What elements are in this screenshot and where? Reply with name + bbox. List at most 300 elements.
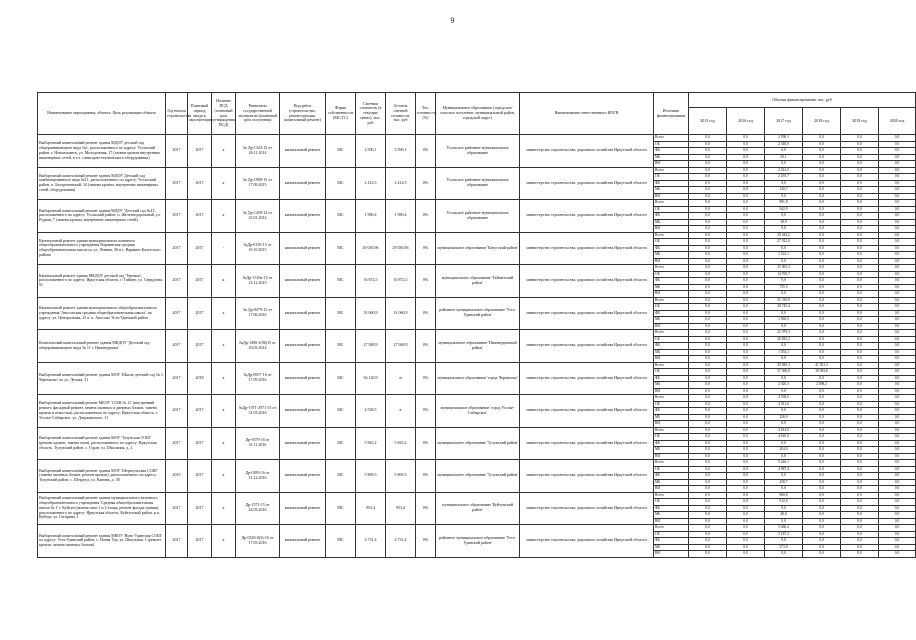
funding-value: 0,0 bbox=[727, 551, 765, 558]
estimated-cost: 16 872,5 bbox=[356, 265, 386, 298]
funding-source: Всего bbox=[654, 232, 689, 239]
funding-source: ВИ bbox=[654, 258, 689, 265]
funding-value: 960,6 bbox=[765, 492, 803, 499]
funding-value: 0,0 bbox=[841, 278, 879, 285]
funding-source: ФБ bbox=[654, 343, 689, 350]
funding-source: ФБ bbox=[654, 148, 689, 155]
funding-value: 0,0 bbox=[689, 271, 727, 278]
readiness: 0% bbox=[416, 265, 436, 298]
table-row bbox=[38, 167, 916, 174]
funding-value: 0,0 bbox=[765, 408, 803, 415]
expertise-details: № Др-1324-15 от 26.11.2014 bbox=[236, 135, 280, 168]
funding-source: МБ bbox=[654, 414, 689, 421]
funding-value: 0,0 bbox=[841, 388, 879, 395]
expertise-details: №Др-1971-2971-15 от 31.03.2016 bbox=[236, 395, 280, 428]
funding-source: МБ bbox=[654, 447, 689, 454]
funding-value: 0,0 bbox=[803, 421, 841, 428]
funding-value: 0,0 bbox=[841, 395, 879, 402]
municipality: муниципальное образование 'Тайшетский район' bbox=[436, 265, 520, 298]
header-expertise: Реквизиты государственной экспертизы (плановый срок получения) bbox=[236, 93, 280, 135]
funding-value: 0,0 bbox=[841, 141, 879, 148]
funding-value: 21 979,3 bbox=[765, 330, 803, 337]
header-year: 2016 год bbox=[727, 108, 765, 135]
readiness: 0% bbox=[416, 167, 436, 200]
remaining-cost: 1 980,4 bbox=[386, 200, 416, 233]
funding-value: 0,0 bbox=[727, 473, 765, 480]
header-year: 2018 год bbox=[803, 108, 841, 135]
funding-value: 50,1 bbox=[765, 154, 803, 161]
municipality: муниципальное образование 'Куйтунский район' bbox=[436, 492, 520, 525]
funding-source: Всего bbox=[654, 460, 689, 467]
funding-value: 0,0 bbox=[689, 453, 727, 460]
funding-value: 0,0 bbox=[803, 336, 841, 343]
commission-period: 2017 bbox=[188, 297, 212, 330]
funding-value: 0,0 bbox=[879, 265, 916, 272]
work-type: капитальный ремонт bbox=[280, 427, 326, 460]
funding-value: 0,0 bbox=[689, 531, 727, 538]
funding-value: 0,0 bbox=[879, 427, 916, 434]
funding-value: 0,0 bbox=[689, 226, 727, 233]
psd-status: к bbox=[212, 460, 236, 493]
funding-source: ВИ bbox=[654, 193, 689, 200]
funding-value: 0,0 bbox=[689, 525, 727, 532]
funding-value: 0,0 bbox=[879, 167, 916, 174]
funding-value: 0,0 bbox=[765, 148, 803, 155]
funding-source: ФБ bbox=[654, 180, 689, 187]
funding-value: 0,0 bbox=[879, 447, 916, 454]
estimated-cost: 31 060,9 bbox=[356, 297, 386, 330]
funding-value: 0,0 bbox=[689, 460, 727, 467]
funding-value: 0,0 bbox=[803, 271, 841, 278]
funding-value: 0,0 bbox=[841, 375, 879, 382]
funding-value: 0,0 bbox=[727, 525, 765, 532]
estimated-cost: 94 120,9 bbox=[356, 362, 386, 395]
funding-source: МБ bbox=[654, 544, 689, 551]
funding-value: 0,0 bbox=[765, 323, 803, 330]
funding-value: 0,0 bbox=[727, 317, 765, 324]
municipality: Усольское районное муниципальное образование bbox=[436, 200, 520, 233]
object-name: Выборочный капитальный ремонт здания МДОУ Детский сад комбинированного вида №11, расположенного по адресу: Усольский район, п. Белореченский, 34 (замена кровли, внутренних инженерных сетей, оборудования) bbox=[38, 167, 166, 200]
funding-value: 0,0 bbox=[841, 382, 879, 389]
funding-value: 0,0 bbox=[841, 265, 879, 272]
readiness: 0% bbox=[416, 135, 436, 168]
remaining-cost: 953,4 bbox=[386, 492, 416, 525]
funding-value: 0,0 bbox=[879, 317, 916, 324]
funding-value: 0,0 bbox=[727, 135, 765, 142]
funding-value: 0,0 bbox=[879, 219, 916, 226]
expertise-details: Др-0379-16 от 31.11.2016 bbox=[236, 427, 280, 460]
funding-value: 0,0 bbox=[727, 421, 765, 428]
readiness: 0% bbox=[416, 330, 436, 363]
funding-value: 0,0 bbox=[841, 414, 879, 421]
funding-value: 0,0 bbox=[803, 193, 841, 200]
funding-value: 0,0 bbox=[727, 323, 765, 330]
funding-value: 1 054,1 bbox=[765, 349, 803, 356]
estimated-cost: 2 590,1 bbox=[356, 135, 386, 168]
funding-value: 0,0 bbox=[689, 356, 727, 363]
funding-source: Всего bbox=[654, 492, 689, 499]
funding-value: 0,0 bbox=[727, 414, 765, 421]
remaining-cost: 5 843,2 bbox=[386, 427, 416, 460]
funding-value: 0,0 bbox=[727, 395, 765, 402]
funding-value: 0,0 bbox=[841, 219, 879, 226]
ownership: МС bbox=[326, 330, 356, 363]
readiness: 0% bbox=[416, 395, 436, 428]
table-header bbox=[38, 93, 916, 135]
start-year: 2017 bbox=[166, 427, 188, 460]
funding-value: 15 505,3 bbox=[765, 265, 803, 272]
funding-source: ФБ bbox=[654, 505, 689, 512]
funding-value: 0,0 bbox=[689, 206, 727, 213]
funding-value: 0,0 bbox=[879, 206, 916, 213]
funding-value: 0,0 bbox=[841, 245, 879, 252]
commission-period: 2017 bbox=[188, 232, 212, 265]
funding-value: 0,0 bbox=[841, 193, 879, 200]
funding-value: 0,0 bbox=[727, 401, 765, 408]
funding-value: 0,0 bbox=[879, 388, 916, 395]
remaining-cost: 31 060,9 bbox=[386, 297, 416, 330]
funding-value: 0,0 bbox=[803, 226, 841, 233]
funding-value: 0,0 bbox=[803, 492, 841, 499]
funding-source: ВИ bbox=[654, 518, 689, 525]
funding-value: 0,0 bbox=[841, 297, 879, 304]
funding-value: 0,0 bbox=[689, 538, 727, 545]
funding-value: 0,0 bbox=[765, 518, 803, 525]
funding-table bbox=[37, 92, 916, 558]
ownership: МС bbox=[326, 297, 356, 330]
funding-value: 0,0 bbox=[727, 388, 765, 395]
funding-value: 0,0 bbox=[803, 330, 841, 337]
funding-value: 0,0 bbox=[727, 512, 765, 519]
readiness: 0% bbox=[416, 362, 436, 395]
readiness: 0% bbox=[416, 427, 436, 460]
funding-value: 0,0 bbox=[765, 258, 803, 265]
funding-value: 0,0 bbox=[841, 453, 879, 460]
funding-value: 0,0 bbox=[879, 258, 916, 265]
psd-status: к bbox=[212, 200, 236, 233]
funding-value: 0,0 bbox=[727, 375, 765, 382]
funding-value: 0,0 bbox=[879, 323, 916, 330]
funding-value: 0,0 bbox=[879, 252, 916, 259]
work-type: капитальный ремонт bbox=[280, 232, 326, 265]
table-row bbox=[38, 362, 916, 369]
funding-value: 0,0 bbox=[879, 421, 916, 428]
start-year: 2019 bbox=[166, 460, 188, 493]
commission-period: 2017 bbox=[188, 492, 212, 525]
funding-source: МБ bbox=[654, 187, 689, 194]
start-year: 2017 bbox=[166, 297, 188, 330]
funding-value: 0,0 bbox=[689, 343, 727, 350]
funding-value: 226,9 bbox=[765, 414, 803, 421]
funding-source: ОБ bbox=[654, 369, 689, 376]
funding-value: 0,0 bbox=[727, 382, 765, 389]
table-row bbox=[38, 427, 916, 434]
funding-value: 4 311,6 bbox=[765, 401, 803, 408]
object-name: Выборочный капитальный ремонт здания МКОУ 'Ново-Удинская СОШ' по адресу: Усть-Удинский район, с. Новая Уда, ул. Школьная, 1 (ремонт кровли, замена оконных блоков) bbox=[38, 525, 166, 558]
funding-source: ОБ bbox=[654, 271, 689, 278]
object-name: Капитальный ремонт здания МКДОУ детский сад 'Теремок', расположенного по адресу: Иркутская область, г. Тайшет, ул. Свердлова, 91 bbox=[38, 265, 166, 298]
funding-value: 0,0 bbox=[841, 304, 879, 311]
expertise-details: Др-1571-15 от 24.03.2016 bbox=[236, 492, 280, 525]
funding-source: ФБ bbox=[654, 213, 689, 220]
funding-value: 0,0 bbox=[727, 505, 765, 512]
psd-status: к bbox=[212, 427, 236, 460]
funding-source: ОБ bbox=[654, 434, 689, 441]
municipality: муниципальное образование 'город Усолье-Сибирское' bbox=[436, 395, 520, 428]
funding-value: 0,0 bbox=[689, 388, 727, 395]
funding-value: 0,0 bbox=[803, 499, 841, 506]
funding-source: ВИ bbox=[654, 226, 689, 233]
funding-value: 0,0 bbox=[841, 349, 879, 356]
funding-value: 0,0 bbox=[841, 492, 879, 499]
funding-value: 0,0 bbox=[727, 219, 765, 226]
funding-value: 0,0 bbox=[841, 271, 879, 278]
work-type: капитальный ремонт bbox=[280, 492, 326, 525]
responsible-oiv: министерство строительства, дорожного хозяйства Иркутской области bbox=[520, 362, 654, 395]
funding-source: МБ bbox=[654, 219, 689, 226]
funding-value: 2 020,3 bbox=[765, 382, 803, 389]
responsible-oiv: министерство строительства, дорожного хозяйства Иркутской области bbox=[520, 135, 654, 168]
readiness: 0% bbox=[416, 460, 436, 493]
funding-value: 0,0 bbox=[765, 343, 803, 350]
estimated-cost: 4 538,5 bbox=[356, 395, 386, 428]
funding-value: 0,0 bbox=[689, 486, 727, 493]
funding-value: 0,0 bbox=[689, 375, 727, 382]
funding-value: 0,0 bbox=[879, 297, 916, 304]
table-row bbox=[38, 395, 916, 402]
funding-value: 0,0 bbox=[803, 551, 841, 558]
funding-value: 0,0 bbox=[879, 356, 916, 363]
funding-value: 912,6 bbox=[765, 499, 803, 506]
object-name: Выборочный капитальный ремонт здания МОУ 'Школа-детский сад № 1, Черемхово' по ул. Лесная, 31 bbox=[38, 362, 166, 395]
funding-value: 0,0 bbox=[689, 395, 727, 402]
funding-value: 0,0 bbox=[841, 213, 879, 220]
funding-value: 0,0 bbox=[689, 518, 727, 525]
funding-value: 0,0 bbox=[727, 408, 765, 415]
table-row bbox=[38, 297, 916, 304]
readiness: 0% bbox=[416, 525, 436, 558]
funding-value: 0,0 bbox=[689, 174, 727, 181]
funding-value: 0,0 bbox=[879, 232, 916, 239]
responsible-oiv: министерство строительства, дорожного хозяйства Иркутской области bbox=[520, 297, 654, 330]
funding-value: 0,0 bbox=[879, 453, 916, 460]
funding-value: 0,0 bbox=[879, 193, 916, 200]
funding-value: 0,0 bbox=[841, 434, 879, 441]
funding-value: 0,0 bbox=[803, 219, 841, 226]
funding-value: 0,0 bbox=[727, 466, 765, 473]
funding-value: 0,0 bbox=[727, 518, 765, 525]
municipality: Усольское районное муниципальное образование bbox=[436, 135, 520, 168]
funding-value: 0,0 bbox=[879, 245, 916, 252]
work-type: капитальный ремонт bbox=[280, 362, 326, 395]
funding-value: 0,0 bbox=[727, 460, 765, 467]
funding-value: 0,0 bbox=[803, 544, 841, 551]
funding-value: 0,0 bbox=[841, 356, 879, 363]
funding-value: 0,0 bbox=[727, 434, 765, 441]
funding-value: 0,0 bbox=[879, 544, 916, 551]
funding-value: 0,0 bbox=[727, 239, 765, 246]
funding-value: 0,0 bbox=[803, 154, 841, 161]
funding-value: 0,0 bbox=[841, 284, 879, 291]
funding-value: 0,0 bbox=[689, 330, 727, 337]
funding-source: ВИ bbox=[654, 161, 689, 168]
funding-value: 0,0 bbox=[689, 447, 727, 454]
funding-value: 20 825,2 bbox=[765, 336, 803, 343]
commission-period: 2017 bbox=[188, 265, 212, 298]
header-ownership: Форма собственности (МС/ГС) bbox=[326, 93, 356, 135]
funding-value: 0,0 bbox=[727, 369, 765, 376]
funding-value: 0,0 bbox=[803, 323, 841, 330]
funding-value: 0,0 bbox=[765, 551, 803, 558]
funding-value: 39 393,6 bbox=[803, 369, 841, 376]
funding-value: 0,0 bbox=[803, 174, 841, 181]
funding-source: ФБ bbox=[654, 538, 689, 545]
commission-period: 2017 bbox=[188, 330, 212, 363]
funding-value: 0,0 bbox=[765, 278, 803, 285]
funding-value: 29 444,2 bbox=[765, 232, 803, 239]
funding-value: 0,0 bbox=[879, 486, 916, 493]
responsible-oiv: министерство строительства, дорожного хозяйства Иркутской области bbox=[520, 232, 654, 265]
commission-period: 2017 bbox=[188, 427, 212, 460]
funding-source: Всего bbox=[654, 427, 689, 434]
commission-period: 2017 bbox=[188, 395, 212, 428]
estimated-cost: 953,4 bbox=[356, 492, 386, 525]
funding-value: 0,0 bbox=[879, 369, 916, 376]
funding-source: МБ bbox=[654, 284, 689, 291]
funding-value: 0,0 bbox=[841, 499, 879, 506]
funding-value: 0,0 bbox=[841, 310, 879, 317]
start-year: 2017 bbox=[166, 200, 188, 233]
funding-source: Всего bbox=[654, 362, 689, 369]
readiness: 0% bbox=[416, 492, 436, 525]
object-name: Выборочный капитальный ремонт здания МДОУ детский сад общеразвивающего вида №1, расположенного по адресу: Усольский район, г. Новоильинск, ул. Молодежная, 17 (замена кровли внутренних инженерных сетей, в т.ч. санитарно-технического оборудования) bbox=[38, 135, 166, 168]
responsible-oiv: министерство строительства, дорожного хозяйства Иркутской области bbox=[520, 492, 654, 525]
funding-value: 0,0 bbox=[727, 479, 765, 486]
funding-source: ВИ bbox=[654, 421, 689, 428]
funding-value: 0,0 bbox=[727, 148, 765, 155]
funding-source: Всего bbox=[654, 525, 689, 532]
funding-value: 0,0 bbox=[727, 297, 765, 304]
responsible-oiv: министерство строительства, дорожного хозяйства Иркутской области bbox=[520, 200, 654, 233]
funding-value: 0,0 bbox=[689, 421, 727, 428]
funding-value: 0,0 bbox=[879, 336, 916, 343]
funding-value: 0,0 bbox=[803, 512, 841, 519]
table-row bbox=[38, 492, 916, 499]
funding-source: ФБ bbox=[654, 375, 689, 382]
psd-status: к bbox=[212, 525, 236, 558]
funding-value: 0,0 bbox=[803, 388, 841, 395]
start-year: 2017 bbox=[166, 330, 188, 363]
start-year: 2017 bbox=[166, 232, 188, 265]
funding-value: 0,0 bbox=[803, 291, 841, 298]
funding-value: 0,0 bbox=[879, 226, 916, 233]
funding-value: 0,0 bbox=[879, 310, 916, 317]
funding-source: ФБ bbox=[654, 310, 689, 317]
ownership: МС bbox=[326, 135, 356, 168]
funding-value: 0,0 bbox=[765, 193, 803, 200]
funding-value: 0,0 bbox=[803, 187, 841, 194]
funding-value: 0,0 bbox=[727, 141, 765, 148]
funding-source: Всего bbox=[654, 265, 689, 272]
funding-value: 0,0 bbox=[803, 343, 841, 350]
commission-period: 2017 bbox=[188, 525, 212, 558]
funding-value: 0,0 bbox=[879, 512, 916, 519]
funding-value: 0,0 bbox=[879, 531, 916, 538]
funding-value: 5 187,2 bbox=[765, 531, 803, 538]
funding-value: 2 540,0 bbox=[765, 141, 803, 148]
estimated-cost: 1 980,4 bbox=[356, 200, 386, 233]
readiness: 0% bbox=[416, 297, 436, 330]
funding-value: 981,8 bbox=[765, 200, 803, 207]
funding-value: 0,0 bbox=[841, 460, 879, 467]
funding-value: 0,0 bbox=[841, 447, 879, 454]
header-work-type: Вид работ (строительство, реконструкция, капитальный ремонт) bbox=[280, 93, 326, 135]
funding-value: 0,0 bbox=[689, 499, 727, 506]
funding-value: 120,7 bbox=[765, 187, 803, 194]
funding-value: 0,0 bbox=[803, 284, 841, 291]
funding-value: 0,0 bbox=[727, 343, 765, 350]
funding-value: 0,0 bbox=[841, 154, 879, 161]
funding-value: 0,0 bbox=[841, 551, 879, 558]
funding-value: 0,0 bbox=[727, 252, 765, 259]
funding-value: 0,0 bbox=[765, 505, 803, 512]
start-year: 2017 bbox=[166, 395, 188, 428]
funding-value: 41 501,3 bbox=[803, 362, 841, 369]
psd-status: к bbox=[212, 395, 236, 428]
funding-source: ФБ bbox=[654, 473, 689, 480]
header-year: 2017 год bbox=[765, 108, 803, 135]
funding-value: 0,0 bbox=[727, 330, 765, 337]
object-name: Капитальный ремонт здания муниципального казенного общеобразовательного учреждения Варнинская средняя общеобразовательная школа по ул. Ленина, 36 в с. Варнино Качугского района bbox=[38, 232, 166, 265]
object-name: Выборочный капитальный ремонт здания МОУ 'Шерагульская СОШ' (замена оконных блоков, ремонт кровли), расположенного по адресу: Тулунский район, с. Шерагул, ул. Ванина, д. 38 bbox=[38, 460, 166, 493]
funding-value: 0,0 bbox=[689, 382, 727, 389]
start-year: 2017 bbox=[166, 492, 188, 525]
funding-value: 0,0 bbox=[841, 518, 879, 525]
funding-value: 0,0 bbox=[727, 499, 765, 506]
funding-value: 0,0 bbox=[765, 486, 803, 493]
funding-value: 0,0 bbox=[803, 479, 841, 486]
funding-value: 0,0 bbox=[803, 297, 841, 304]
psd-status: к bbox=[212, 135, 236, 168]
remaining-cost: 5 869,3 bbox=[386, 460, 416, 493]
header-start-year: Год начала строительства bbox=[166, 93, 188, 135]
funding-value: 0,0 bbox=[803, 206, 841, 213]
header-readiness: Тех. готовность, (%) bbox=[416, 93, 436, 135]
funding-value: 0,0 bbox=[689, 473, 727, 480]
work-type: капитальный ремонт bbox=[280, 525, 326, 558]
ownership: МС bbox=[326, 460, 356, 493]
funding-value: 4 987,4 bbox=[765, 466, 803, 473]
funding-value: 0,0 bbox=[803, 304, 841, 311]
funding-value: 0,0 bbox=[765, 226, 803, 233]
funding-value: 0,0 bbox=[803, 525, 841, 532]
funding-value: 0,0 bbox=[689, 317, 727, 324]
funding-value: 0,0 bbox=[803, 531, 841, 538]
funding-value: 0,0 bbox=[841, 232, 879, 239]
funding-value: 0,0 bbox=[879, 538, 916, 545]
funding-value: 0,0 bbox=[841, 200, 879, 207]
municipality: муниципальное образование 'город Черемхово' bbox=[436, 362, 520, 395]
funding-value: 0,0 bbox=[803, 200, 841, 207]
funding-value: 273,0 bbox=[765, 544, 803, 551]
funding-value: 0,0 bbox=[727, 200, 765, 207]
funding-value: 0,0 bbox=[803, 356, 841, 363]
funding-value: 0,0 bbox=[841, 479, 879, 486]
funding-value: 0,0 bbox=[841, 187, 879, 194]
work-type: капитальный ремонт bbox=[280, 297, 326, 330]
funding-value: 0,0 bbox=[765, 213, 803, 220]
funding-value: 0,0 bbox=[727, 206, 765, 213]
